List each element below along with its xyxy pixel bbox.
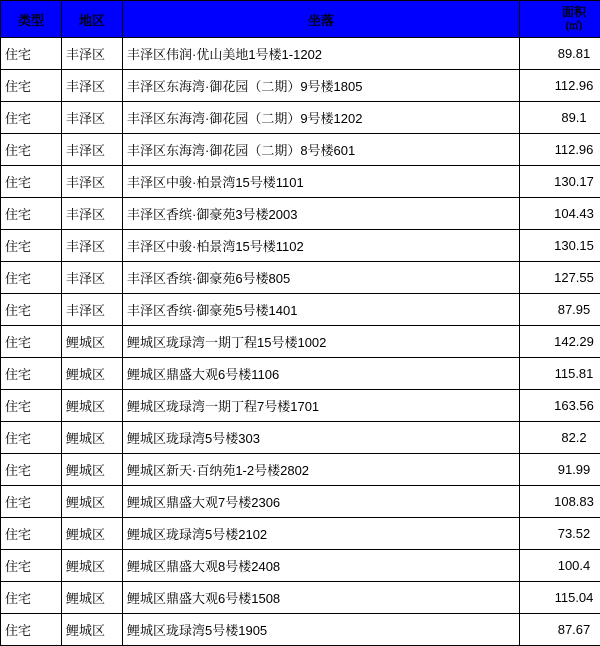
cell-type: 住宅 <box>1 38 62 70</box>
column-header-type: 类型 <box>1 1 62 38</box>
cell-area: 112.96 <box>520 134 600 166</box>
cell-area: 87.95 <box>520 294 600 326</box>
cell-type: 住宅 <box>1 390 62 422</box>
cell-type: 住宅 <box>1 422 62 454</box>
cell-region: 鲤城区 <box>62 326 123 358</box>
cell-area: 87.67 <box>520 614 600 646</box>
cell-area: 127.55 <box>520 262 600 294</box>
cell-address: 丰泽区香缤·御豪苑3号楼2003 <box>123 198 520 230</box>
table-body <box>1 38 600 646</box>
cell-region: 丰泽区 <box>62 198 123 230</box>
cell-type: 住宅 <box>1 454 62 486</box>
cell-address: 鲤城区珑琭湾5号楼1905 <box>123 614 520 646</box>
cell-area: 163.56 <box>520 390 600 422</box>
cell-type: 住宅 <box>1 102 62 134</box>
column-header-region: 地区 <box>62 1 123 38</box>
cell-area: 142.29 <box>520 326 600 358</box>
cell-address: 丰泽区香缤·御豪苑5号楼1401 <box>123 294 520 326</box>
cell-type: 住宅 <box>1 70 62 102</box>
table-row <box>1 230 600 262</box>
table-row <box>1 614 600 646</box>
column-header-area <box>520 1 600 38</box>
cell-address: 鲤城区鼎盛大观8号楼2408 <box>123 550 520 582</box>
cell-address: 丰泽区东海湾·御花园（二期）9号楼1202 <box>123 102 520 134</box>
table-row <box>1 486 600 518</box>
cell-region: 丰泽区 <box>62 102 123 134</box>
cell-address: 鲤城区鼎盛大观6号楼1106 <box>123 358 520 390</box>
cell-region: 鲤城区 <box>62 486 123 518</box>
cell-region: 鲤城区 <box>62 614 123 646</box>
table-row <box>1 326 600 358</box>
cell-type: 住宅 <box>1 326 62 358</box>
cell-type: 住宅 <box>1 358 62 390</box>
table-row <box>1 582 600 614</box>
cell-region: 鲤城区 <box>62 582 123 614</box>
table-row <box>1 262 600 294</box>
cell-address: 丰泽区东海湾·御花园（二期）8号楼601 <box>123 134 520 166</box>
cell-area: 104.43 <box>520 198 600 230</box>
column-header-area-unit: (㎡) <box>566 21 583 32</box>
table-row <box>1 198 600 230</box>
cell-type: 住宅 <box>1 614 62 646</box>
cell-address: 鲤城区鼎盛大观6号楼1508 <box>123 582 520 614</box>
cell-area: 130.17 <box>520 166 600 198</box>
cell-address: 鲤城区珑琭湾5号楼303 <box>123 422 520 454</box>
cell-region: 鲤城区 <box>62 550 123 582</box>
cell-area: 115.04 <box>520 582 600 614</box>
cell-type: 住宅 <box>1 262 62 294</box>
table-row <box>1 70 600 102</box>
cell-address: 鲤城区珑琭湾一期丁程15号楼1002 <box>123 326 520 358</box>
cell-type: 住宅 <box>1 230 62 262</box>
cell-type: 住宅 <box>1 166 62 198</box>
cell-area: 73.52 <box>520 518 600 550</box>
cell-region: 鲤城区 <box>62 422 123 454</box>
table-row <box>1 518 600 550</box>
cell-address: 鲤城区珑琭湾一期丁程7号楼1701 <box>123 390 520 422</box>
cell-address: 鲤城区新天·百纳苑1-2号楼2802 <box>123 454 520 486</box>
cell-address: 鲤城区珑琭湾5号楼2102 <box>123 518 520 550</box>
cell-area: 89.1 <box>520 102 600 134</box>
cell-region: 丰泽区 <box>62 70 123 102</box>
cell-area: 89.81 <box>520 38 600 70</box>
cell-area: 108.83 <box>520 486 600 518</box>
table-row <box>1 134 600 166</box>
cell-region: 丰泽区 <box>62 230 123 262</box>
cell-address: 丰泽区伟润·优山美地1号楼1-1202 <box>123 38 520 70</box>
table-row <box>1 422 600 454</box>
cell-type: 住宅 <box>1 198 62 230</box>
column-header-address: 坐落 <box>123 1 520 38</box>
table-row <box>1 454 600 486</box>
cell-type: 住宅 <box>1 134 62 166</box>
cell-area: 115.81 <box>520 358 600 390</box>
cell-region: 丰泽区 <box>62 262 123 294</box>
cell-region: 丰泽区 <box>62 294 123 326</box>
cell-region: 丰泽区 <box>62 134 123 166</box>
cell-area: 100.4 <box>520 550 600 582</box>
cell-type: 住宅 <box>1 582 62 614</box>
cell-region: 鲤城区 <box>62 518 123 550</box>
cell-region: 鲤城区 <box>62 358 123 390</box>
cell-address: 丰泽区中骏·柏景湾15号楼1101 <box>123 166 520 198</box>
cell-area: 91.99 <box>520 454 600 486</box>
table-header <box>1 1 600 38</box>
cell-address: 丰泽区香缤·御豪苑6号楼805 <box>123 262 520 294</box>
cell-address: 丰泽区东海湾·御花园（二期）9号楼1805 <box>123 70 520 102</box>
cell-area: 130.15 <box>520 230 600 262</box>
cell-area: 82.2 <box>520 422 600 454</box>
cell-region: 鲤城区 <box>62 454 123 486</box>
table-row <box>1 294 600 326</box>
table-row <box>1 166 600 198</box>
cell-type: 住宅 <box>1 550 62 582</box>
table-row <box>1 550 600 582</box>
cell-address: 丰泽区中骏·柏景湾15号楼1102 <box>123 230 520 262</box>
table-row <box>1 102 600 134</box>
cell-type: 住宅 <box>1 486 62 518</box>
table-row <box>1 390 600 422</box>
cell-type: 住宅 <box>1 518 62 550</box>
cell-region: 丰泽区 <box>62 38 123 70</box>
column-header-area-label: 面积 <box>562 5 586 19</box>
cell-region: 丰泽区 <box>62 166 123 198</box>
cell-type: 住宅 <box>1 294 62 326</box>
table-row <box>1 38 600 70</box>
cell-area: 112.96 <box>520 70 600 102</box>
table-header-row <box>1 1 600 38</box>
table-row <box>1 358 600 390</box>
cell-region: 鲤城区 <box>62 390 123 422</box>
cell-address: 鲤城区鼎盛大观7号楼2306 <box>123 486 520 518</box>
